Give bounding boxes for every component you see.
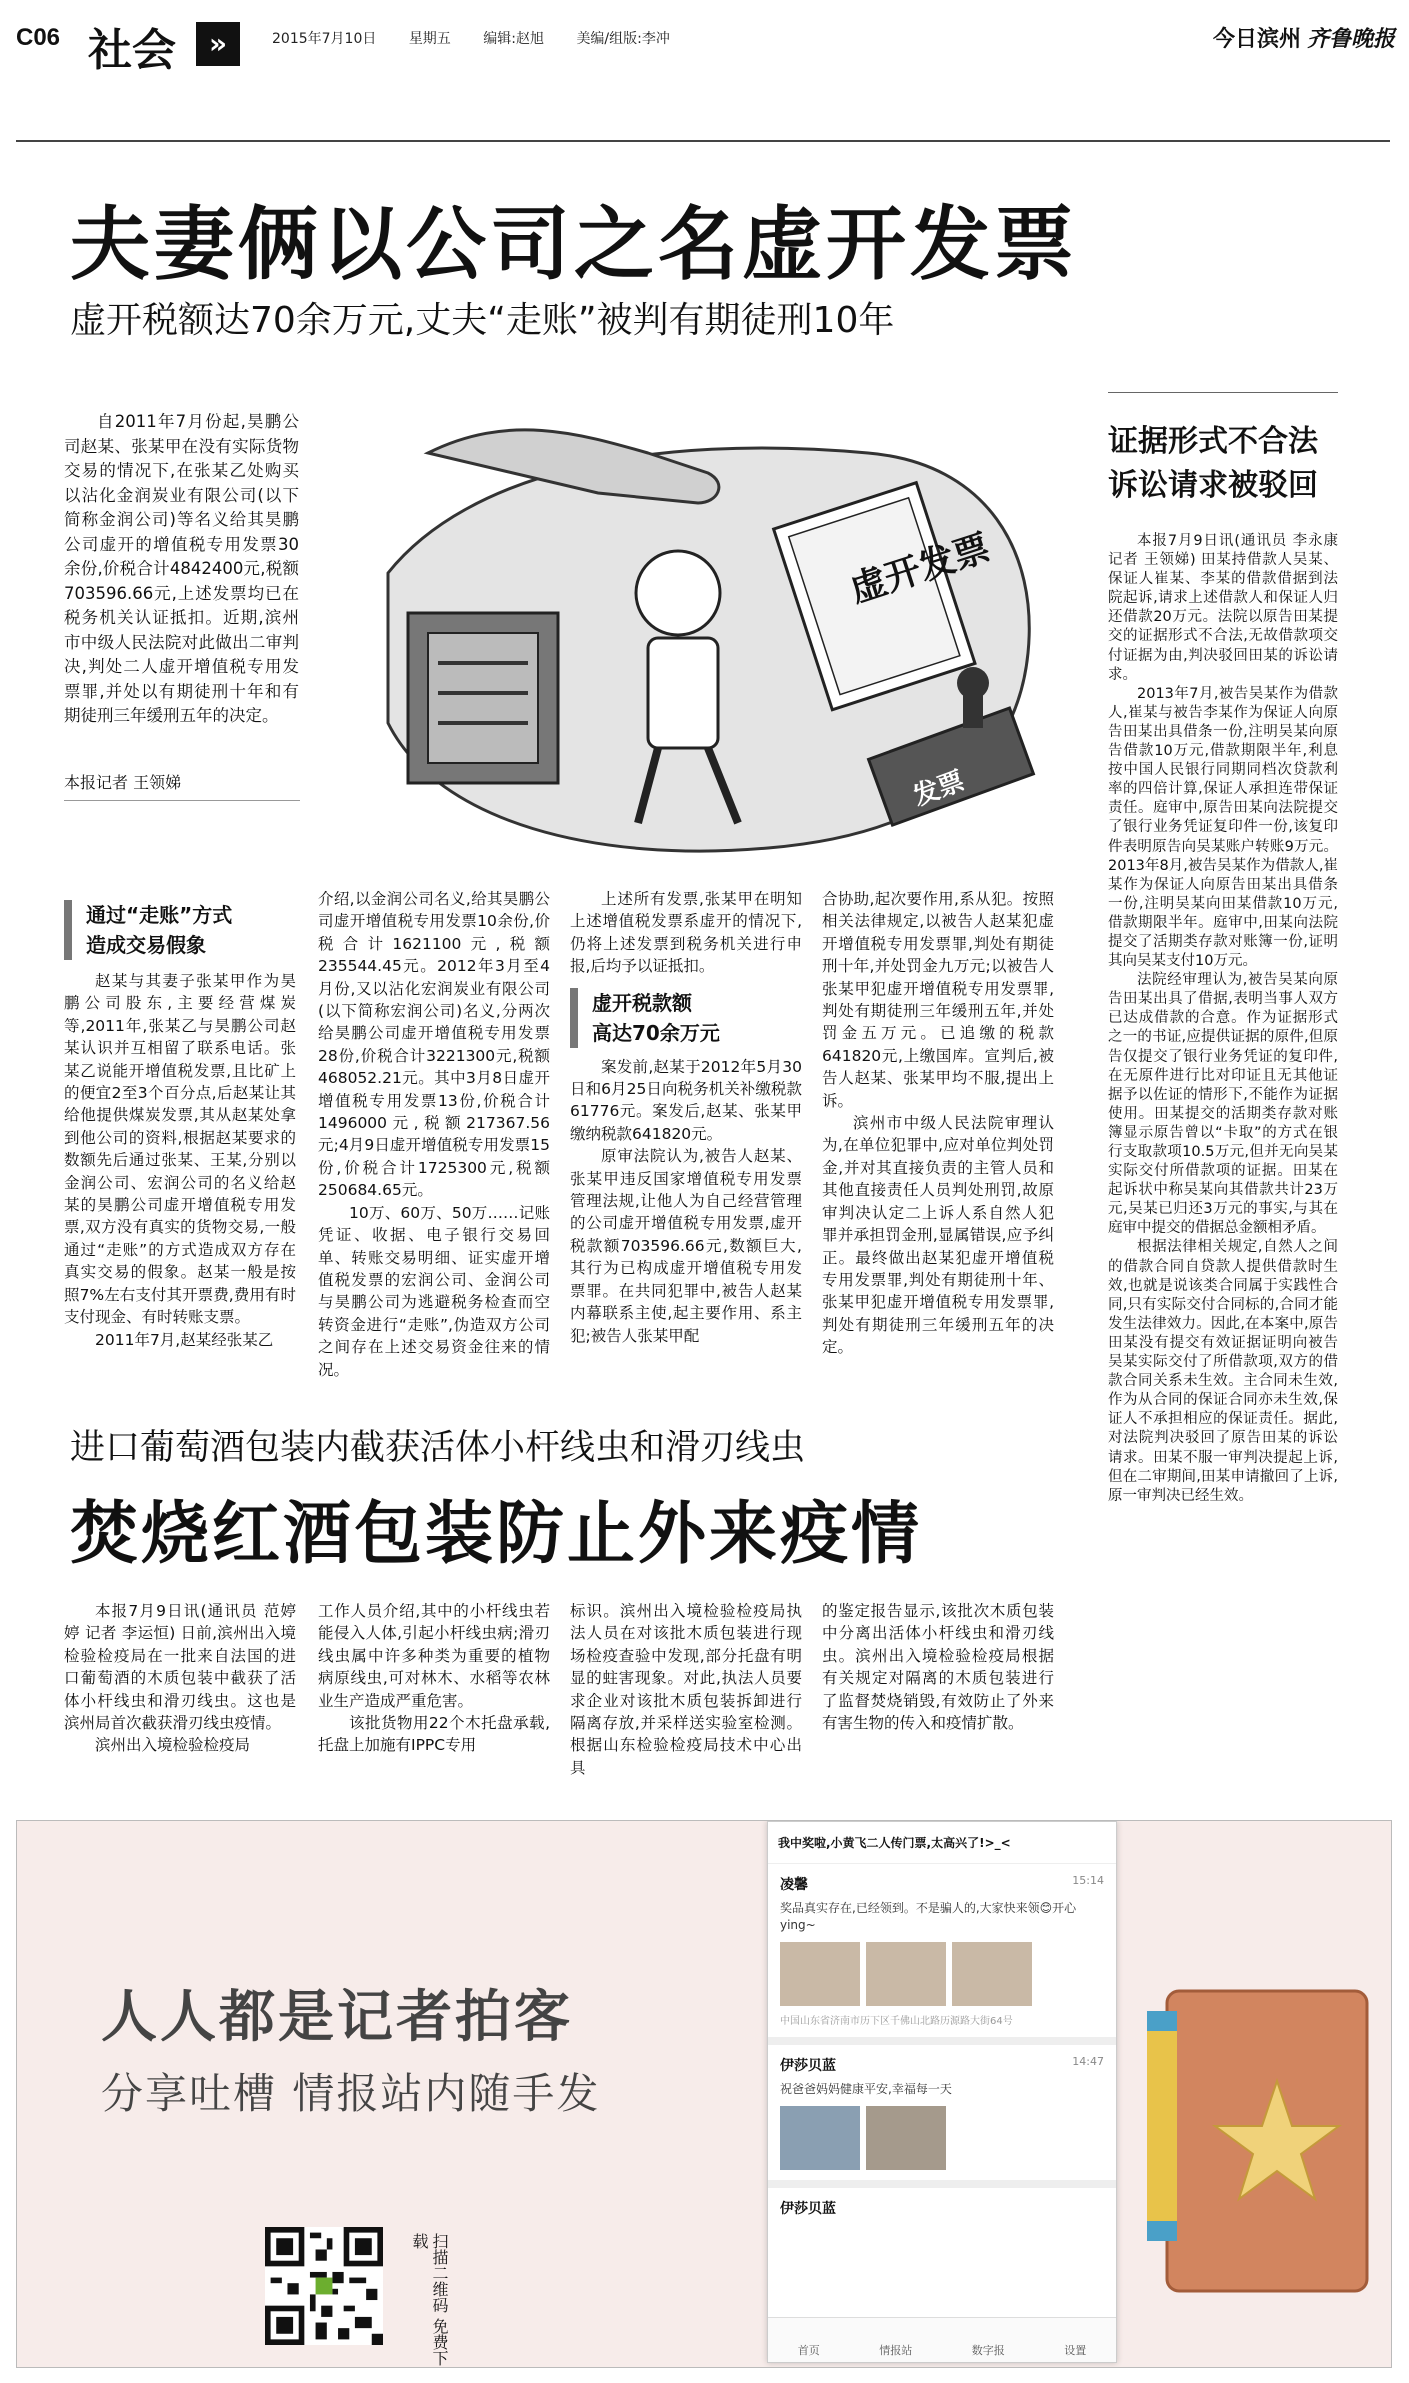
article1-col1 — [64, 970, 296, 1351]
post-user: 伊莎贝蓝 — [780, 2201, 836, 2217]
article3-col4 — [822, 1600, 1054, 1734]
article3-subtitle: 进口葡萄酒包装内截获活体小杆线虫和滑刃线虫 — [70, 1428, 806, 1468]
section-title: 社会 — [88, 25, 176, 76]
lead-paragraph: 自2011年7月份起,昊鹏公司赵某、张某甲在没有实际货物交易的情况下,在张某乙处购买以沾化金润炭业有限公司(以下简称金润公司)等名义给其昊鹏公司虚开的增值税专用发票30余份,价税合计4842400元,税额703596.66元,上述发票均已在税务机关认证抵扣。近期,滨州市中级人民法院对此做出二审判决,判处二人虚开增值税专用发票罪,并处以有期徒刑十年和有期徒刑三年缓刑五年的决定。 — [64, 412, 299, 725]
article3-headline: 焚烧红酒包装防止外来疫情 — [70, 1495, 923, 1574]
article1-col4 — [822, 888, 1054, 1359]
post-location: 中国山东省济南市历下区千佛山北路历源路大街64号 — [780, 2016, 1013, 2027]
header-designer: 美编/组版:李冲 — [576, 31, 670, 47]
illustration-stamp: 发票 — [909, 766, 969, 813]
article1-headline: 夫妻俩以公司之名虚开发票 — [70, 198, 1078, 291]
post-text: 祝爸爸妈妈健康平安,幸福每一天 — [780, 2082, 952, 2096]
article1-subtitle-1: 通过“走账”方式 造成交易假象 — [64, 900, 291, 960]
body-paragraph: 赵某与其妻子张某甲作为昊鹏公司股东,主要经营煤炭等,2011年,张某乙与昊鹏公司赵某认识并互相留了联系电话。张某乙说能开增值税发票,且比矿上的便宜2至3个百分点,后赵某让其给他提供煤炭发票,其从赵某处拿到他公司的资料,根据赵某要求的数额先后通过张某、王某,分别以金润公司、宏润公司的名义给赵某的昊鹏公司虚开增值税专用发票,双方没有真实的货物交易,一般通过“走账”的方式造成双方存在真实交易的假象。赵某一般是按照7%左右支付其开票费,费用有时支付现金、有时转账支票。 — [64, 972, 296, 1327]
paper-brand: 齐鲁晚报 — [1306, 26, 1395, 52]
article2-paragraph: 法院经审理认为,被告吴某向原告田某出具了借据,表明当事人双方已达成借款的合意。作为证据形式之一的书证,应提供证据的原件,但原告仅提交了银行业务凭证的复印件,在无原件进行比对印证且无其他证据予以佐证的情形下,不能作为证据使用。田某提交的活期类存款对账簿显示原告曾以“卡取”的方式在银行支取款项10.5万元,但并无向吴某实际交付所借款项的证据。田某在起诉状中称吴某向其借款共计23万元,吴某已归还3万元的事实,与其在庭审中提交的借据总金额相矛盾。 — [1108, 972, 1338, 1237]
paper-prefix: 今日滨州 — [1212, 27, 1301, 52]
phone-top-text: 我中奖啦,小黄飞二人传门票,太高兴了!>_< — [768, 1822, 1116, 1864]
body-paragraph: 标识。滨州出入境检验检疫局执法人员在对该批木质包装进行现场检疫查验中发现,部分托盘有明显的蛀害现象。对此,执法人员要求企业对该批木质包装拆卸进行隔离存放,并采样送实验室检测。根据山东检验检疫局技术中心出具 — [570, 1602, 802, 1777]
post-text: 奖品真实存在,已经领到。不是骗人的,大家快来领😊开心ying~ — [780, 1901, 1077, 1932]
advertisement — [16, 1820, 1392, 2368]
body-paragraph: 10万、60万、50万……记账凭证、收据、电子银行交易回单、转账交易明细、证实虚开增值税发票的宏润公司、金润公司与昊鹏公司为逃避税务检查而空转资金进行“走账”,伪造双方公司之间存在上述交易资金往来的情况。 — [318, 1203, 550, 1379]
post-user: 伊莎贝蓝 — [780, 2058, 836, 2074]
tab-intel[interactable]: 情报站 — [879, 2344, 913, 2357]
article2-body — [1108, 532, 1338, 1506]
post-user: 凌馨 — [780, 1877, 808, 1893]
header-meta — [272, 28, 698, 48]
phone-mockup — [767, 1821, 1117, 2363]
phone-tabbar — [768, 2317, 1116, 2362]
feed-post — [768, 1864, 1116, 2045]
notebook-icon — [1127, 1971, 1377, 2301]
tab-settings[interactable]: 设置 — [1064, 2344, 1087, 2357]
article2-paragraph: 2013年7月,被告吴某作为借款人,崔某与被告李某作为保证人向原告田某出具借条一份,注明吴某向原告借款10万元,借款期限半年,利息按中国人民银行同期同档次贷款利率的四倍计算,保证人承担连带保证责任。庭审中,原告田某向法院提交了银行业务凭证复印件一份,该复印件表明原告向吴某账户转账9万元。2013年8月,被告吴某作为借款人,崔某作为保证人向原告田某出具借条一份,注明吴某向田某借款10万元,借款期限半年。庭审中,田某向法院提交了活期类存款对账簿一份,证明其向吴某支付10万元。 — [1108, 685, 1338, 970]
paper-name — [1213, 22, 1395, 53]
illustration-text: 虚开发票 — [845, 527, 996, 611]
article3-col2 — [318, 1600, 550, 1757]
page-number: C06 — [16, 24, 61, 51]
body-paragraph: 案发前,赵某于2012年5月30日和6月25日向税务机关补缴税款61776元。案发后,赵某、张某甲缴纳税款641820元。 — [570, 1057, 802, 1143]
body-paragraph: 工作人员介绍,其中的小杆线虫若能侵入人体,引起小杆线虫病;滑刃线虫属中许多种类为重要的植物病原线虫,可对林木、水稻等农林业生产造成严重危害。 — [318, 1602, 550, 1710]
body-paragraph: 合协助,起次要作用,系从犯。按照相关法律规定,以被告人赵某犯虚开增值税专用发票罪,判处有期徒刑十年,并处罚金九万元;以被告人张某甲犯虚开增值税专用发票罪,判处有期徒刑三年缓刑五年,并处罚金五万元。已追缴的税款641820元,上缴国库。宣判后,被告人赵某、张某甲均不服,提出上诉。 — [822, 890, 1054, 1110]
lead-rule — [64, 800, 300, 801]
body-paragraph: 本报7月9日讯(通讯员 范婷婷 记者 李运恒) 日前,滨州出入境检验检疫局在一批来自法国的进口葡萄酒的木质包装中截获了活体小杆线虫和滑刃线虫。这也是滨州局首次截获滑刃线虫疫情。 — [64, 1602, 296, 1733]
post-time: 14:47 — [1072, 2055, 1104, 2068]
article2-title: 证据形式不合法 诉讼请求被驳回 — [1108, 424, 1318, 503]
body-paragraph: 该批货物用22个木托盘承载,托盘上加施有IPPC专用 — [318, 1714, 550, 1755]
article1-col3 — [570, 888, 802, 1347]
article2-paragraph: 本报7月9日讯(通讯员 李永康 记者 王领娣) 田某持借款人吴某、保证人崔某、李某的借款借据到法院起诉,请求上述借款人和保证人归还借款20万元。法院以原告田某提交的证据形式不合法,无故借款项交付证据为由,判决驳回田某的诉讼请求。 — [1108, 533, 1338, 683]
feed-post — [768, 2188, 1116, 2228]
tab-epaper[interactable]: 数字报 — [971, 2344, 1005, 2357]
body-paragraph: 滨州出入境检验检疫局 — [95, 1736, 251, 1755]
article1-byline: 本报记者 王领娣 — [64, 773, 182, 792]
ad-title: 人人都是记者拍客 — [101, 1985, 573, 2050]
body-paragraph: 介绍,以金润公司名义,给其昊鹏公司虚开增值税专用发票10余份,价税合计1621100元,税额235544.45元。2012年3月至4月份,又以沾化宏润炭业有限公司(以下简称宏润公司)名义,分两次给昊鹏公司虚开增值税专用发票28份,价税合计3221300元,税额468052.21元。其中3月8日虚开增值税专用发票13份,价税合计1496000元,税额217367.56元;4月9日虚开增值税专用发票15份,价税合计1725300元,税额250684.65元。 — [318, 890, 550, 1200]
body-paragraph: 的鉴定报告显示,该批次木质包装中分离出活体小杆线虫和滑刃线虫。滨州出入境检验检疫局根据有关规定对隔离的木质包装进行了监督焚烧销毁,有效防止了外来有害生物的传入和疫情扩散。 — [822, 1602, 1054, 1733]
post-photos — [780, 1942, 1104, 2006]
article1-col2 — [318, 888, 550, 1381]
body-paragraph: 上述所有发票,张某甲在明知上述增值税发票系虚开的情况下,仍将上述发票到税务机关进行申报,后均予以证抵扣。 — [570, 890, 802, 976]
body-paragraph: 原审法院认为,被告人赵某、张某甲违反国家增值税专用发票管理法规,让他人为自己经营管理的公司虚开增值税专用发票,虚开税款额703596.66元,数额巨大,其行为已构成虚开增值税专用发票罪。在共同犯罪中,被告人赵某内幕联系主使,起主要作用、系主犯;被告人张某甲配 — [570, 1147, 802, 1345]
tab-home[interactable]: 首页 — [797, 2344, 820, 2357]
article3-col3 — [570, 1600, 802, 1779]
post-photos — [780, 2106, 1104, 2170]
header-weekday: 星期五 — [408, 31, 451, 47]
qr-code-icon[interactable] — [265, 2227, 383, 2345]
article1-subtitle-2: 虚开税款额 高达70余万元 — [570, 988, 802, 1048]
post-time: 15:14 — [1072, 1874, 1104, 1887]
header-date: 2015年7月10日 — [272, 31, 377, 47]
article3-col1 — [64, 1600, 296, 1757]
rside-rule — [1108, 392, 1338, 393]
ad-subtitle: 分享吐槽 情报站内随手发 — [101, 2069, 601, 2118]
body-paragraph: 滨州市中级人民法院审理认为,在单位犯罪中,应对单位判处罚金,并对其直接负责的主管人员和其他直接责任人员判处刑罚,故原审判决认定二上诉人系自然人犯罪并承担罚金刑,显属错误,应予纠正。最终做出赵某犯虚开增值税专用发票罪,判处有期徒刑十年、张某甲犯虚开增值税专用发票罪,判处有期徒刑三年缓刑五年的决定。 — [822, 1114, 1054, 1357]
article1-subheadline: 虚开税额达70余万元,丈夫“走账”被判有期徒刑10年 — [70, 300, 895, 341]
article1-lead — [64, 410, 299, 729]
section-arrow-icon: » — [196, 22, 240, 66]
cartoon-illustration — [348, 393, 1048, 856]
feed-post — [768, 2045, 1116, 2188]
header-rule — [16, 140, 1390, 142]
article2-paragraph: 根据法律相关规定,自然人之间的借款合同自贷款人提供借款时生效,也就是说该类合同属于实践性合同,只有实际交付合同标的,合同才能发生法律效力。因此,在本案中,原告田某没有提交有效证据证明向被告吴某实际交付了所借款项,双方的借款合同关系未生效。主合同未生效,作为从合同的保证合同亦未生效,保证人不承担相应的保证责任。据此,对法院判决驳回了原告田某的诉讼请求。田某不服一审判决提起上诉,但在二审期间,田某申请撤回了上诉,原一审判决已经生效。 — [1108, 1239, 1338, 1504]
body-paragraph: 2011年7月,赵某经张某乙 — [95, 1330, 274, 1349]
qr-caption: 扫描二维码 免费下载 — [410, 2233, 449, 2367]
header-editor: 编辑:赵旭 — [483, 31, 544, 47]
